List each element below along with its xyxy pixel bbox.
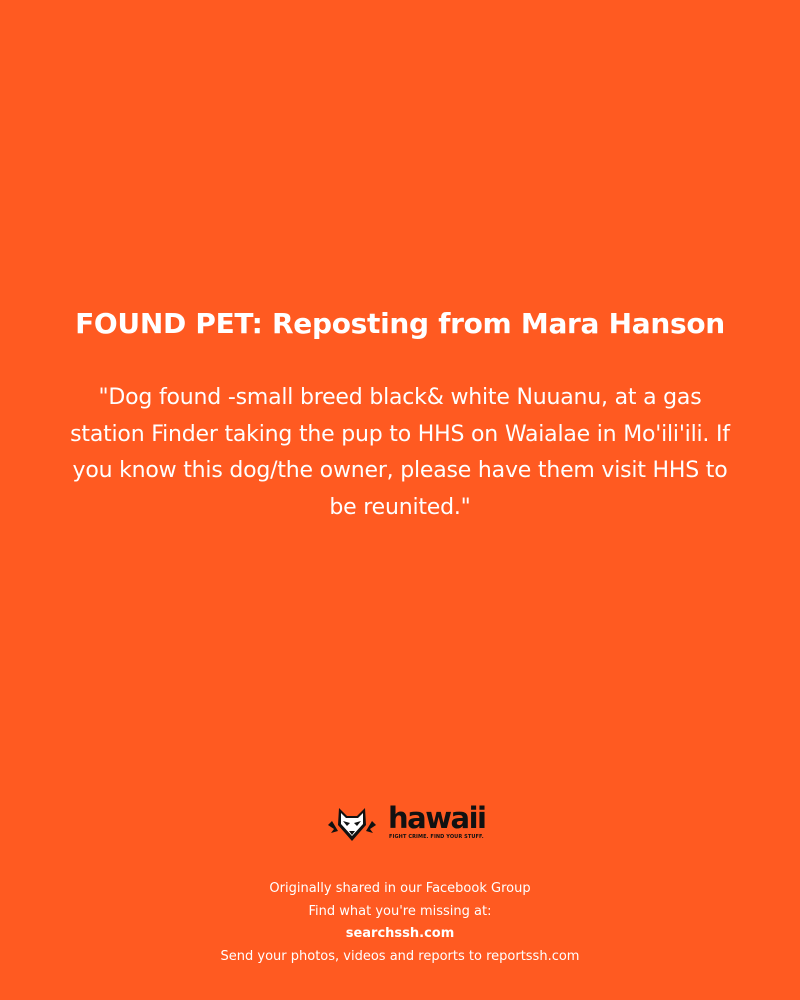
- footer-send-note: Send your photos, videos and reports to reportssh.com: [220, 948, 580, 964]
- footer-shared-note: Originally shared in our Facebook Group: [269, 881, 531, 896]
- footer-search-link[interactable]: searchssh.com: [345, 926, 455, 941]
- post-footer: [0, 878, 800, 968]
- logo-wordmark: hawaii: [388, 801, 486, 835]
- logo-tagline: FIGHT CRIME. FIND YOUR STUFF.: [389, 834, 484, 840]
- footer-find-note: Find what you're missing at:: [308, 903, 492, 919]
- post-quote: "Dog found -small breed black& white Nuuanu, at a gas station Finder taking the pup to HHS on Waialae in Mo'ili'ili. If you know this dog/the owner, please have them visit HHS to be reunited.": [70, 385, 730, 520]
- fox-mascot-icon: [328, 807, 376, 843]
- brand-logo: [328, 801, 486, 845]
- post-headline: FOUND PET: Reposting from Mara Hanson: [75, 307, 725, 340]
